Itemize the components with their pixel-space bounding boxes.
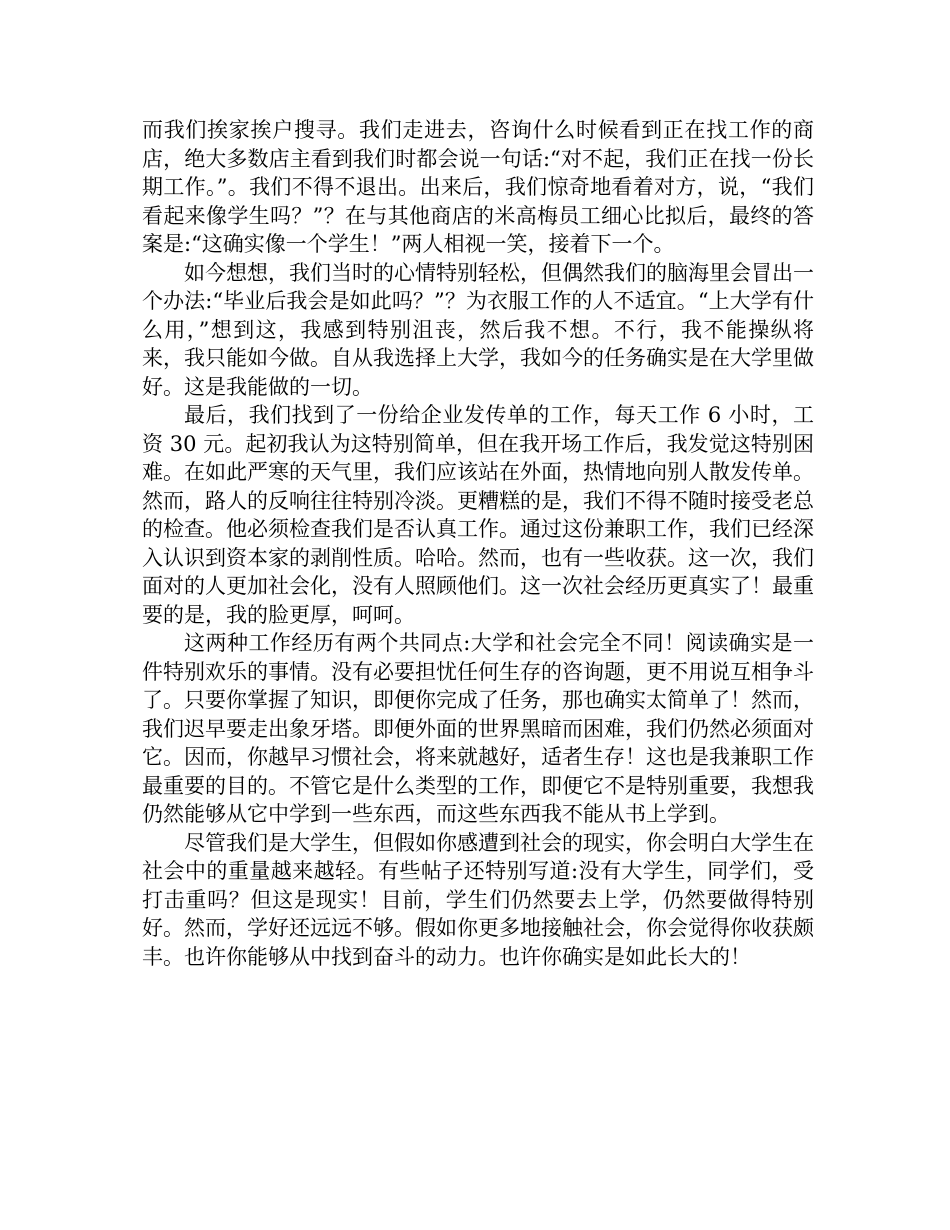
paragraph-5: 尽管我们是大学生，但假如你感遭到社会的现实，你会明白大学生在社会中的重量越来越轻。有些帖子还特别写道:没有大学生，同学们，受打击重吗？但这是现实！目前，学生们仍然要去上学，仍然要做得特别好。然而，学好还远远不够。假如你更多地接触社会，你会觉得你收获颇丰。也许你能够从中找到奋斗的动力。也许你确实是如此长大的！ xyxy=(142,830,814,969)
body-text xyxy=(142,116,814,971)
paragraph-2: 如今想想，我们当时的心情特别轻松，但偶然我们的脑海里会冒出一个办法:“毕业后我会是如此吗？”？为衣服工作的人不适宜。“上大学有什么用，”想到这，我感到特别沮丧，然后我不想。不行，我不能操纵将来，我只能如今做。自从我选择上大学，我如今的任务确实是在大学里做好。这是我能做的一切。 xyxy=(142,260,814,399)
paragraph-4: 这两种工作经历有两个共同点:大学和社会完全不同！阅读确实是一件特别欢乐的事情。没有必要担忧任何生存的咨询题，更不用说互相争斗了。只要你掌握了知识，即便你完成了任务，那也确实太简单了！然而，我们迟早要走出象牙塔。即便外面的世界黑暗而困难，我们仍然必须面对它。因而，你越早习惯社会，将来就越好，适者生存！这也是我兼职工作最重要的目的。不管它是什么类型的工作，即便它不是特别重要，我想我仍然能够从它中学到一些东西，而这些东西我不能从书上学到。 xyxy=(142,631,814,826)
paragraph-1: 而我们挨家挨户搜寻。我们走进去，咨询什么时候看到正在找工作的商店，绝大多数店主看到我们时都会说一句话:“对不起，我们正在找一份长期工作。”。我们不得不退出。出来后，我们惊奇地看着对方，说，“我们看起来像学生吗？”？在与其他商店的米高梅员工细心比拟后，最终的答案是:“这确实像一个学生！”两人相视一笑，接着下一个。 xyxy=(142,118,814,256)
paragraph-3: 最后，我们找到了一份给企业发传单的工作，每天工作 6 小时，工资 30 元。起初我认为这特别简单，但在我开场工作后，我发觉这特别困难。在如此严寒的天气里，我们应该站在外面，热情地向别人散发传单。然而，路人的反响往往特别冷淡。更糟糕的是，我们不得不随时接受老总的检查。他必须检查我们是否认真工作。通过这份兼职工作，我们已经深入认识到资本家的剥削性质。哈哈。然而，也有一些收获。这一次，我们面对的人更加社会化，没有人照顾他们。这一次社会经历更真实了！最重要的是，我的脸更厚，呵呵。 xyxy=(142,403,814,627)
